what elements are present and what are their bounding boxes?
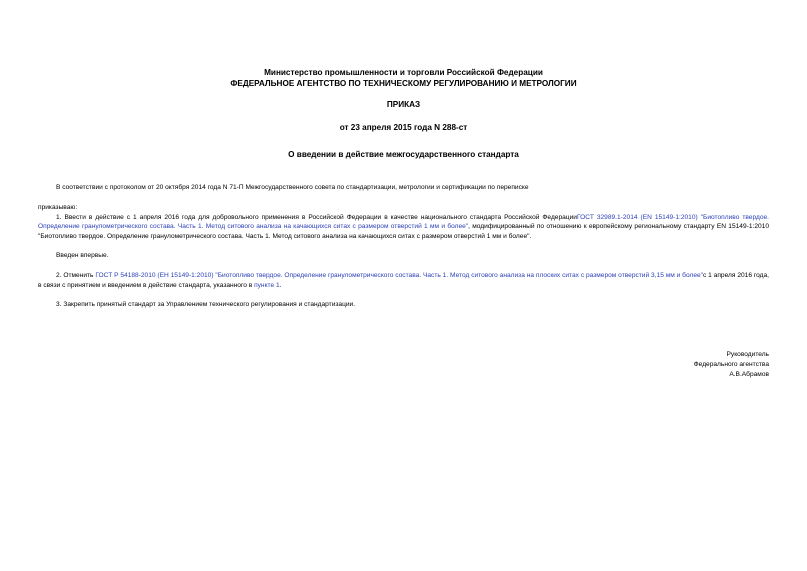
signature-name: А.В.Абрамов bbox=[729, 370, 769, 378]
signature-block bbox=[38, 350, 769, 379]
gost-r-54188-link[interactable]: ГОСТ Р 54188-2010 (ЕН 15149-1:2010) "Биотопливо твердое. Определение гранулометрического состава. Часть 1. Метод ситового анализа на плоских ситах с размером отверстий 3,15 мм и более" bbox=[95, 272, 704, 280]
order-subject: О введении в действие межгосударственного стандарта bbox=[288, 150, 519, 159]
item-1-text-start: 1. Ввести в действие с 1 апреля 2016 года для добровольного применения в Российской Федерации в качестве национального стандарта Российской Федерации bbox=[56, 213, 577, 221]
document-page bbox=[38, 68, 769, 378]
agency-name: ФЕДЕРАЛЬНОЕ АГЕНТСТВО ПО ТЕХНИЧЕСКОМУ РЕГУЛИРОВАНИЮ И МЕТРОЛОГИИ bbox=[230, 78, 577, 88]
item-1-text-end: , модифицированный по отношению к европейскому региональному стандарту EN 15149-1:2010 "Биотопливо твердое. Определение гранулометрического состава. Часть 1. Метод ситового анализа на качающихся ситах с размером отверстий 1 мм и более". bbox=[38, 223, 769, 240]
intro-paragraph: В соответствии с протоколом от 20 октября 2014 года N 71-П Межгосударственного совета по стандартизации, метрологии и сертификации по переписке bbox=[56, 183, 529, 191]
ministry-name: Министерство промышленности и торговли Российской Федерации bbox=[264, 68, 543, 77]
item-3-paragraph: 3. Закрепить принятый стандарт за Управлением технического регулирования и стандартизации. bbox=[56, 301, 356, 309]
item-1-reference-link[interactable]: пункте 1 bbox=[254, 281, 280, 289]
item-2-text-end: . bbox=[279, 281, 282, 289]
introduced-note: Введен впервые. bbox=[56, 252, 109, 260]
item-2-paragraph bbox=[38, 271, 769, 290]
signature-role: Руководитель bbox=[726, 351, 769, 358]
signature-org: Федерального агентства bbox=[693, 360, 769, 368]
item-2-text-start: 2. Отменить bbox=[56, 272, 96, 280]
item-1-paragraph bbox=[38, 213, 769, 242]
gost-32989-link[interactable]: ГОСТ 32989.1-2014 (EN 15149-1:2010) "Биотопливо твердое. Определение гранулометрического состава. Часть 1. Метод ситового анализа на качающихся ситах с размером отверстий 1 мм и более" bbox=[38, 213, 769, 231]
item-2-text-mid: с 1 апреля 2016 года, в связи с принятием и введением в действие стандарта, указанного в bbox=[38, 272, 769, 289]
order-title: ПРИКАЗ bbox=[386, 100, 421, 109]
orders-label: приказываю: bbox=[38, 204, 78, 212]
order-date: от 23 апреля 2015 года N 288-ст bbox=[339, 122, 468, 132]
document-header bbox=[38, 68, 769, 89]
